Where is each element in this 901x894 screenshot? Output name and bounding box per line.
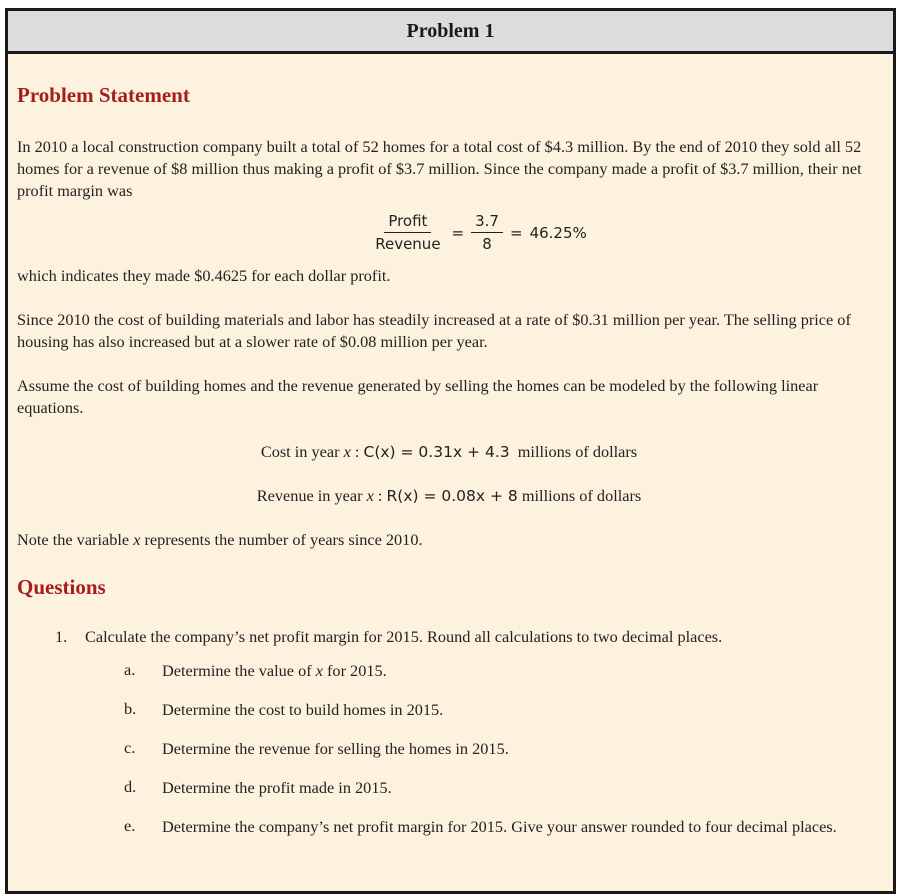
question-number: 1. [55,627,68,646]
equals-sign: = [451,223,465,242]
questions-heading: Questions [17,575,106,599]
numeric-fraction [471,212,503,253]
revenue-equation [17,485,881,507]
profit-margin-equation [17,212,881,253]
sub-question-item [17,737,881,765]
fraction-numerator-profit: Profit [384,212,431,233]
sub-question-letter: d. [124,777,137,796]
fraction-numerator-value: 3.7 [471,212,503,233]
sub-question-text-before: Determine the value of [162,661,316,680]
sub-question-letter: e. [124,816,136,835]
sub-question-text [162,654,852,687]
cost-equation [17,441,881,463]
margin-result: 46.25% [529,223,587,242]
question-text: Calculate the company’s net profit margin for 2015. Round all calculations to two decimal places. [85,627,723,646]
rates-paragraph: Since 2010 the cost of building materials and labor has steadily increased at a rate of $0.31 million per year. The selling price of housing has also increased but at a slower rate of $0.08 million per year. [17,310,851,351]
sub-question-item [17,776,881,804]
note-variable: x [133,530,141,549]
sub-question-text: Determine the cost to build homes in 2015. [162,700,444,719]
sub-question-text: Determine the revenue for selling the homes in 2015. [162,739,509,758]
revenue-equation-variable: x [366,486,374,505]
sub-question-text: Determine the company’s net profit margin for 2015. Give your answer rounded to four decimal places. [162,817,837,836]
revenue-function: R(x) = 0.08x + 8 [386,487,518,505]
sub-question-item [17,815,881,843]
cost-equation-colon: : [350,442,364,461]
problem-title-bar [8,11,893,54]
sub-question-item [17,698,881,726]
question-list [17,626,881,843]
question-item [17,626,881,648]
note-suffix: represents the number of years since 2010. [140,530,423,549]
problem-statement-heading: Problem Statement [17,83,190,107]
fraction-denominator-revenue: Revenue [375,235,441,253]
cost-function: C(x) = 0.31x + 4.3 [363,443,510,461]
profit-over-revenue-fraction [371,212,444,253]
sub-question-variable: x [315,661,323,680]
cost-equation-units: millions of dollars [509,442,638,461]
sub-question-list [17,659,881,843]
cost-equation-label: Cost in year [260,442,344,461]
intro-paragraph: In 2010 a local construction company built a total of 52 homes for a total cost of $4.3 million. By the end of 2010 they sold all 52 homes for a revenue of $8 million thus making a profit of $3.7 million. Since the company made a profit of $3.7 million, their net profit margin was [17,137,862,200]
note-paragraph [17,529,881,551]
problem-content [8,83,893,843]
revenue-equation-units: millions of dollars [517,486,642,505]
problem-title: Problem 1 [406,19,495,42]
sub-question-letter: c. [124,738,136,757]
sub-question-letter: a. [124,660,136,679]
problem-panel [5,8,896,894]
revenue-equation-label: Revenue in year [256,486,367,505]
assume-paragraph: Assume the cost of building homes and the revenue generated by selling the homes can be modeled by the following linear equations. [17,376,819,417]
sub-question-item [17,659,881,687]
indicates-paragraph: which indicates they made $0.4625 for each dollar profit. [17,266,391,285]
note-prefix: Note the variable [17,530,134,549]
equals-sign: = [509,223,523,242]
sub-question-letter: b. [124,699,137,718]
cost-equation-variable: x [343,442,351,461]
revenue-equation-colon: : [373,486,387,505]
sub-question-text-after: for 2015. [322,661,387,680]
fraction-denominator-value: 8 [482,235,492,253]
sub-question-text: Determine the profit made in 2015. [162,778,392,797]
